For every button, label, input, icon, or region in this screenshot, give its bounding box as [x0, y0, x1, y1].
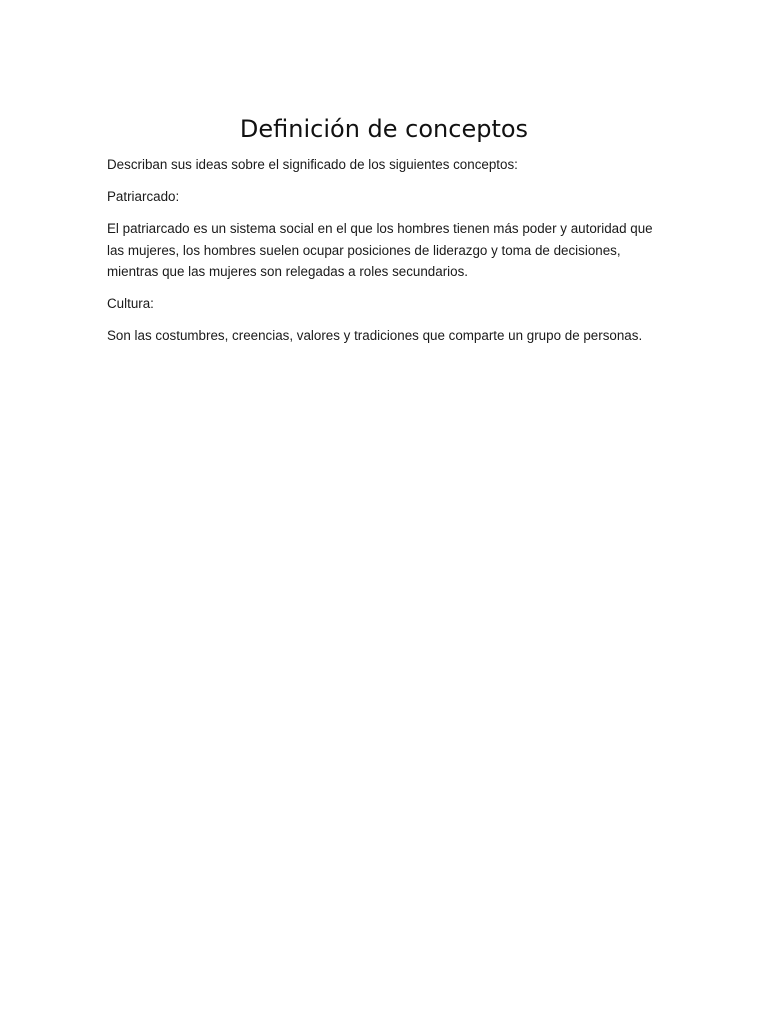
concept-label-cultura: Cultura: — [107, 296, 154, 311]
concept-label-patriarcado: Patriarcado: — [107, 189, 180, 204]
concept-definition-patriarcado: El patriarcado es un sistema social en el que los hombres tienen más poder y autoridad que las mujeres, los hombres suelen ocupar posiciones de liderazgo y toma de decisiones, mientras que las mujeres son relegadas a roles secundarios. — [107, 221, 653, 279]
intro-paragraph: Describan sus ideas sobre el significado de los siguientes conceptos: — [107, 157, 518, 172]
page-title: Definición de conceptos — [239, 115, 529, 143]
concept-definition-cultura: Son las costumbres, creencias, valores y tradiciones que comparte un grupo de personas. — [107, 328, 643, 343]
